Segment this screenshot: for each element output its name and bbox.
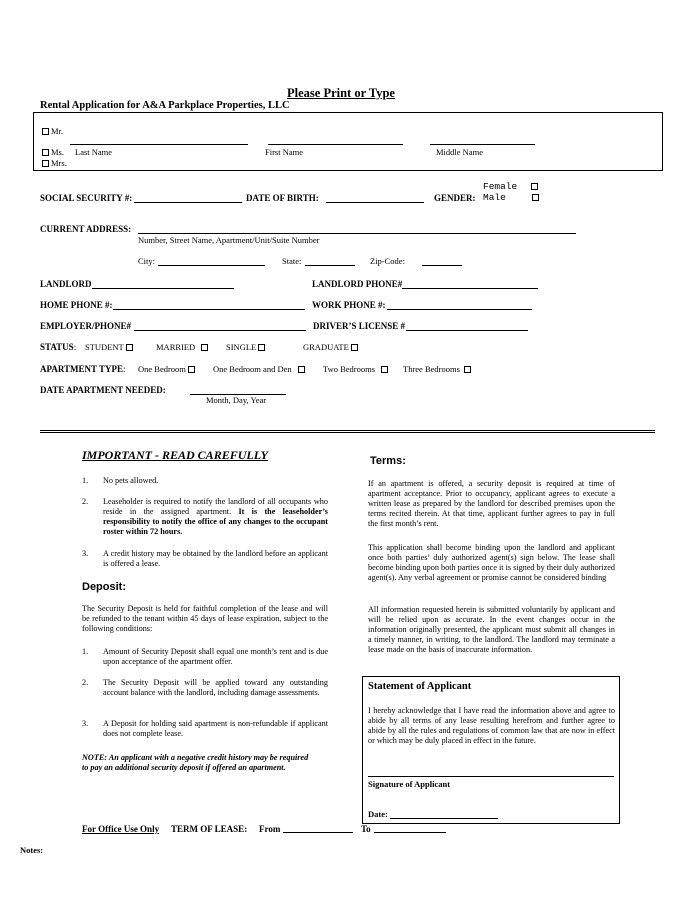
statement-box — [362, 676, 620, 824]
important-number-2: 2. — [82, 497, 89, 506]
terms-paragraph-1: If an apartment is offered, a security deposit is required at time of apartment acceptance. Prior to occupancy, applicant agrees to execute a written lease as prepared by the landlord for described premises upon the terms recited therein. At that time, applicant further agrees to pay in full the first month’s rent. — [368, 479, 615, 528]
apt-two-bedrooms-option[interactable] — [323, 364, 390, 374]
form-subtitle: Rental Application for A&A Parkplace Properties, LLC — [40, 100, 290, 111]
married-checkbox[interactable] — [201, 344, 208, 351]
female-label: Female — [483, 181, 518, 192]
to-label: To — [361, 824, 371, 834]
important-item-2-emphasis: It is the leaseholder’s responsibility to notify the office of any changes to the occupant roster within 72 hours. — [103, 507, 328, 536]
deposit-intro: The Security Deposit is held for faithful completion of the lease and will be refunded to the tenant within 45 days of lease expiration, subject to the following conditions: — [82, 604, 328, 633]
section-divider-secondary — [40, 432, 655, 433]
two-bedrooms-label: Two Bedrooms — [323, 364, 376, 374]
apt-type-row: APARTMENT TYPE: — [40, 364, 126, 374]
status-row: STATUS: — [40, 342, 77, 352]
deposit-item-3: A Deposit for holding said apartment is non-refundable if applicant does not complete lease. — [103, 719, 328, 738]
first-name-field[interactable] — [268, 144, 403, 145]
state-field[interactable] — [305, 265, 355, 266]
drivers-license-label: DRIVER’S LICENSE # — [313, 321, 406, 331]
important-heading: IMPORTANT - READ CAREFULLY — [82, 448, 268, 462]
from-label: From — [259, 824, 281, 834]
three-bedrooms-label: Three Bedrooms — [403, 364, 460, 374]
one-bedroom-label: One Bedroom — [138, 364, 186, 374]
home-phone-field[interactable] — [113, 309, 305, 310]
one-bedroom-den-checkbox[interactable] — [298, 366, 305, 373]
graduate-label: GRADUATE — [303, 342, 349, 352]
terms-paragraph-3: All information requested herein is submitted voluntarily by applicant and will be relied upon as accurate. In the event changes occur in the information originally presented, the applicant must submit all changes in a timely manner, in writing, to the landlord. The landlord may terminate a lease made on the basis of inaccurate information. — [368, 605, 615, 654]
last-name-label: Last Name — [75, 147, 113, 157]
student-label: STUDENT — [85, 342, 124, 352]
signature-label: Signature of Applicant — [368, 779, 451, 789]
deposit-heading: Deposit: — [82, 581, 126, 593]
apt-type-label: APARTMENT TYPE — [40, 364, 123, 374]
mrs-checkbox[interactable] — [42, 160, 49, 167]
male-label: Male — [483, 192, 506, 203]
three-bedrooms-checkbox[interactable] — [464, 366, 471, 373]
title-ms-option[interactable] — [40, 147, 64, 157]
work-phone-field[interactable] — [387, 309, 532, 310]
first-name-label: First Name — [265, 147, 304, 157]
deposit-number-3: 3. — [82, 719, 89, 728]
last-name-field[interactable] — [70, 144, 248, 145]
ssn-field[interactable] — [134, 202, 242, 203]
middle-name-field[interactable] — [430, 144, 535, 145]
date-needed-label: DATE APARTMENT NEEDED: — [40, 385, 166, 395]
gender-female-option[interactable] — [483, 181, 540, 192]
important-item-2-text: Leaseholder is required to notify the landlord of all occupants who reside in the assigned apartment. — [103, 497, 328, 516]
landlord-field[interactable] — [92, 288, 234, 289]
status-married-option[interactable] — [156, 342, 210, 352]
statement-heading: Statement of Applicant — [368, 681, 472, 692]
single-checkbox[interactable] — [258, 344, 265, 351]
female-checkbox[interactable] — [531, 183, 538, 190]
page-title: Please Print or Type — [287, 86, 395, 100]
statement-body: I hereby acknowledge that I have read the information above and agree to abide by all terms of any lease resulting herefrom and further agree to abide by all the rules and regulations of common law that are now in effect or which may be duly placed in effect in the future. — [368, 706, 615, 745]
status-student-option[interactable] — [85, 342, 135, 352]
from-field[interactable] — [283, 832, 353, 833]
gender-label: GENDER: — [434, 193, 476, 203]
signature-field[interactable] — [368, 776, 614, 777]
ms-checkbox[interactable] — [42, 149, 49, 156]
important-item-3: A credit history may be obtained by the landlord before an applicant is offered a lease. — [103, 549, 328, 568]
apt-one-bedroom-den-option[interactable] — [213, 364, 307, 374]
deposit-number-2: 2. — [82, 678, 89, 687]
term-of-lease-row: TERM OF LEASE: — [171, 824, 248, 834]
office-use-label: For Office Use Only — [82, 824, 160, 834]
drivers-license-field[interactable] — [406, 330, 528, 331]
graduate-checkbox[interactable] — [351, 344, 358, 351]
zip-field[interactable] — [422, 265, 462, 266]
address-field[interactable] — [138, 233, 576, 234]
important-number-3: 3. — [82, 549, 89, 558]
date-label: Date: — [368, 809, 388, 819]
deposit-item-1: Amount of Security Deposit shall equal one month’s rent and is due upon acceptance of the apartment offer. — [103, 647, 328, 666]
middle-name-label: Middle Name — [436, 147, 483, 157]
to-field[interactable] — [374, 832, 446, 833]
dob-label: DATE OF BIRTH: — [246, 193, 319, 203]
mr-label: Mr. — [51, 126, 64, 136]
one-bedroom-den-label: One Bedroom and Den — [213, 364, 292, 374]
state-label: State: — [282, 256, 302, 266]
dob-field[interactable] — [326, 202, 424, 203]
deposit-note: NOTE: An applicant with a negative credit history may be required to pay an additional security deposit if offered an apartment. — [82, 753, 309, 772]
mrs-label: Mrs. — [51, 158, 67, 168]
ms-label: Ms. — [51, 147, 64, 157]
status-graduate-option[interactable] — [303, 342, 360, 352]
city-field[interactable] — [158, 265, 265, 266]
address-label: CURRENT ADDRESS: — [40, 224, 132, 234]
status-label: STATUS — [40, 342, 74, 352]
work-phone-label: WORK PHONE #: — [312, 300, 386, 310]
zip-label: Zip-Code: — [370, 256, 405, 266]
landlord-phone-field[interactable] — [402, 288, 538, 289]
term-of-lease-label: TERM OF LEASE — [171, 824, 245, 834]
single-label: SINGLE — [226, 342, 257, 352]
apt-one-bedroom-option[interactable] — [138, 364, 197, 374]
important-number-1: 1. — [82, 476, 89, 485]
status-single-option[interactable] — [226, 342, 267, 352]
terms-heading: Terms: — [370, 455, 406, 467]
deposit-item-2: The Security Deposit will be applied toward any outstanding account balance with the landlord, including damage assessments. — [103, 678, 328, 697]
one-bedroom-checkbox[interactable] — [188, 366, 195, 373]
employer-phone-label: EMPLOYER/PHONE# — [40, 321, 132, 331]
student-checkbox[interactable] — [126, 344, 133, 351]
home-phone-label: HOME PHONE #: — [40, 300, 113, 310]
statement-date-field[interactable] — [390, 818, 498, 819]
notes-label: Notes: — [20, 845, 44, 855]
deposit-number-1: 1. — [82, 647, 89, 656]
married-label: MARRIED — [156, 342, 196, 352]
apt-three-bedrooms-option[interactable] — [403, 364, 473, 374]
mr-checkbox[interactable] — [42, 128, 49, 135]
title-mrs-option[interactable] — [40, 158, 67, 168]
important-item-1: No pets allowed. — [103, 476, 159, 485]
section-divider — [40, 430, 655, 431]
date-needed-hint: Month, Day, Year — [206, 395, 267, 405]
city-label: City: — [138, 256, 156, 266]
two-bedrooms-checkbox[interactable] — [381, 366, 388, 373]
male-checkbox[interactable] — [532, 194, 539, 201]
name-box — [33, 112, 663, 171]
landlord-phone-label: LANDLORD PHONE# — [312, 279, 403, 289]
gender-male-option[interactable] — [483, 192, 541, 203]
terms-paragraph-2: This application shall become binding upon the landlord and applicant once both parties’ duly authorized agent(s) sign below. The lease shall become binding upon both parties once it is signed by their duly authorized agent(s). Any verbal agreement or promise cannot be considered binding — [368, 543, 615, 582]
address-hint: Number, Street Name, Apartment/Unit/Suite Number — [138, 235, 320, 245]
important-item-2 — [103, 497, 328, 537]
ssn-label: SOCIAL SECURITY #: — [40, 193, 133, 203]
employer-phone-field[interactable] — [134, 330, 306, 331]
landlord-label: LANDLORD — [40, 279, 92, 289]
title-mr-option[interactable] — [40, 126, 63, 136]
